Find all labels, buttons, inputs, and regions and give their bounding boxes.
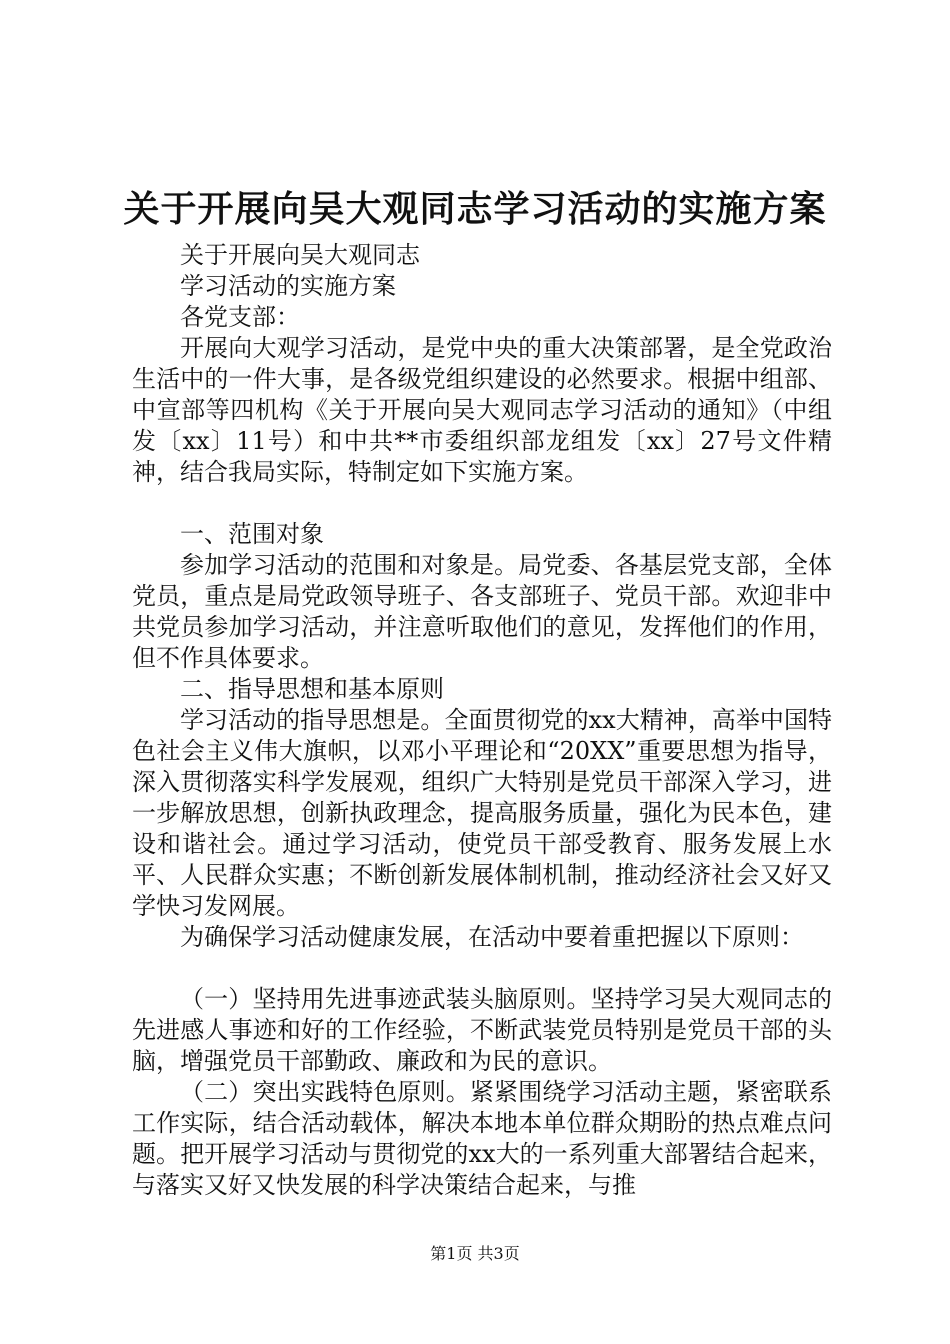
principle-1-paragraph: （一）坚持用先进事迹武装头脑原则。坚持学习吴大观同志的先进感人事迹和好的工作经验，不断武装党员特别是党员干部的头脑，增强党员干部勤政、廉政和为民的意识。 bbox=[132, 985, 832, 1075]
document-title: 关于开展向吴大观同志学习活动的实施方案 bbox=[123, 188, 827, 230]
intro-paragraph: 开展向大观学习活动，是党中央的重大决策部署，是全党政治生活中的一件大事，是各级党组织建设的必然要求。根据中组部、中宣部等四机构《关于开展向吴大观同志学习活动的通知》（中组发〔xx〕11号）和中共**市委组织部龙组发〔xx〕27号文件精神，结合我局实际，特制定如下实施方案。 bbox=[132, 334, 832, 486]
page-footer: 第1页 共3页 bbox=[430, 1244, 520, 1263]
section-heading-guidance: 二、指导思想和基本原则 bbox=[180, 675, 444, 703]
scope-paragraph: 参加学习活动的范围和对象是。局党委、各基层党支部，全体党员，重点是局党政领导班子、各支部班子、党员干部。欢迎非中共党员参加学习活动，并注意听取他们的意见，发挥他们的作用，但不作具体要求。 bbox=[132, 551, 832, 672]
principle-2-paragraph: （二）突出实践特色原则。紧紧围绕学习活动主题，紧密联系工作实际，结合活动载体，解决本地本单位群众期盼的热点难点问题。把开展学习活动与贯彻党的xx大的一系列重大部署结合起来，与落实又好又快发展的科学决策结合起来，与推 bbox=[132, 1078, 832, 1199]
document-body bbox=[132, 240, 832, 1201]
subtitle-line-2: 学习活动的实施方案 bbox=[180, 272, 396, 300]
section-heading-scope: 一、范围对象 bbox=[180, 520, 324, 548]
guidance-paragraph: 学习活动的指导思想是。全面贯彻党的xx大精神，高举中国特色社会主义伟大旗帜，以邓小平理论和“20XX”重要思想为指导，深入贯彻落实科学发展观，组织广大特别是党员干部深入学习，进一步解放思想，创新执政理念，提高服务质量，强化为民本色，建设和谐社会。通过学习活动，使党员干部受教育、服务发展上水平、人民群众实惠；不断创新发展体制机制，推动经济社会又好又学快习发网展。 bbox=[132, 706, 832, 920]
subtitle-line-1: 关于开展向吴大观同志 bbox=[180, 241, 420, 269]
salutation: 各党支部： bbox=[180, 303, 300, 331]
principles-intro: 为确保学习活动健康发展，在活动中要着重把握以下原则： bbox=[180, 923, 804, 951]
